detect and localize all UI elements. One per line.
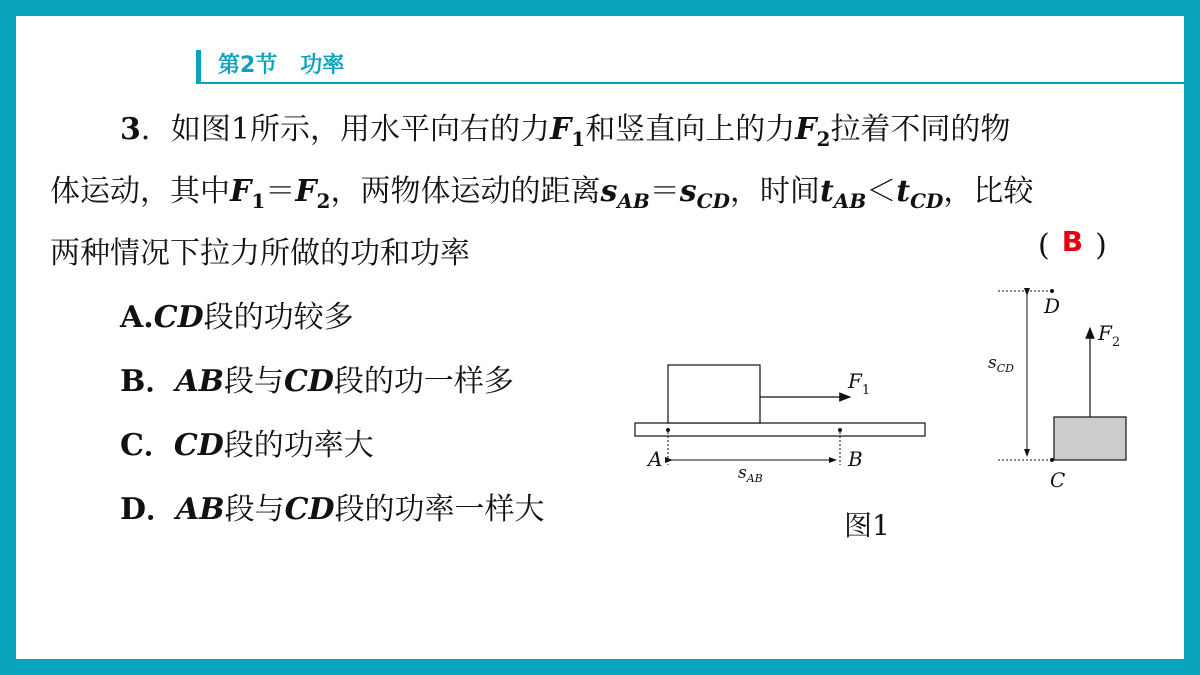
point-d-label: D	[1044, 294, 1061, 318]
option-text: 段的功较多	[203, 300, 354, 335]
sub: 2	[816, 127, 831, 151]
sub: AB	[833, 189, 867, 213]
section-number: 第2节	[218, 53, 278, 78]
answer-bracket: ( B )	[1038, 225, 1107, 263]
section-header	[196, 50, 1200, 84]
block-right	[1054, 417, 1126, 460]
var-F: F	[549, 112, 572, 147]
var-s: s	[600, 174, 618, 209]
var: AB	[175, 364, 224, 399]
point-b-dot	[838, 428, 842, 432]
question-text: 两种情况下拉力所做的功和功率	[50, 236, 470, 271]
option-text: 段与	[224, 492, 285, 527]
distance-ab-label: $s_{AB}$	[738, 463, 763, 485]
option-a[interactable]	[120, 292, 354, 336]
sub: 1	[571, 127, 586, 151]
question-line-3	[50, 228, 470, 272]
option-text: 段的功率大	[223, 428, 374, 463]
option-label: D．	[120, 492, 177, 527]
section-name: 功率	[300, 53, 345, 78]
point-a-dot	[666, 428, 670, 432]
point-a-label: A	[648, 447, 663, 471]
sub: CD	[910, 189, 944, 213]
var-t: t	[896, 174, 911, 209]
ground-board	[635, 423, 925, 436]
option-text: 段与	[224, 364, 284, 399]
block-left	[668, 365, 760, 423]
var: CD	[173, 428, 224, 463]
var: CD	[284, 364, 334, 399]
less-than-sign: ＜	[866, 174, 897, 209]
var-s: s	[679, 174, 697, 209]
header-accent-bar	[196, 50, 201, 82]
option-label: B．	[120, 364, 176, 399]
var: CD	[153, 300, 204, 335]
var-F: F	[295, 174, 317, 209]
question-text: ，比较	[943, 174, 1034, 209]
var-F: F	[795, 112, 817, 147]
section-title	[218, 50, 344, 82]
var-F: F	[230, 174, 252, 209]
option-label: C．	[120, 428, 174, 463]
sub: AB	[617, 189, 650, 213]
question-text: ，时间	[729, 174, 820, 209]
option-label: A.	[120, 300, 154, 335]
figure-caption: 图1	[844, 509, 890, 542]
question-text: 和竖直向上的力	[585, 112, 796, 147]
option-text: 段的功率一样大	[334, 492, 545, 527]
point-b-label: B	[848, 447, 863, 471]
option-text: 段的功一样多	[333, 364, 514, 399]
point-c-label: C	[1050, 468, 1066, 492]
option-b[interactable]	[120, 356, 514, 400]
horizontal-force-diagram	[635, 365, 925, 485]
equals-sign: ＝	[649, 174, 680, 209]
sub: 2	[316, 189, 331, 213]
option-c[interactable]	[120, 420, 374, 464]
answer-value: B	[1061, 225, 1084, 258]
question-line-2	[50, 166, 1033, 213]
question-number: 3	[120, 112, 141, 147]
force-f2-label: $F_2$	[1098, 321, 1121, 350]
question-text: ，两物体运动的距离	[330, 174, 601, 209]
var: AB	[176, 492, 225, 527]
figure-1-diagram	[620, 280, 1160, 500]
force-f1-label: $F_1$	[848, 369, 871, 398]
question-text: ．如图1所示，用水平向右的力	[140, 112, 550, 147]
point-d-dot	[1050, 289, 1054, 293]
vertical-force-diagram	[988, 289, 1126, 492]
sub: CD	[696, 189, 730, 213]
question-line-1	[120, 104, 1010, 151]
sub: 1	[251, 189, 266, 213]
equals-sign: ＝	[265, 174, 296, 209]
var-t: t	[819, 174, 834, 209]
var: CD	[284, 492, 335, 527]
option-d[interactable]	[120, 484, 545, 528]
question-text: 拉着不同的物	[830, 112, 1011, 147]
distance-cd-label: $s_{CD}$	[988, 353, 1014, 375]
question-text: 体运动，其中	[50, 174, 230, 209]
